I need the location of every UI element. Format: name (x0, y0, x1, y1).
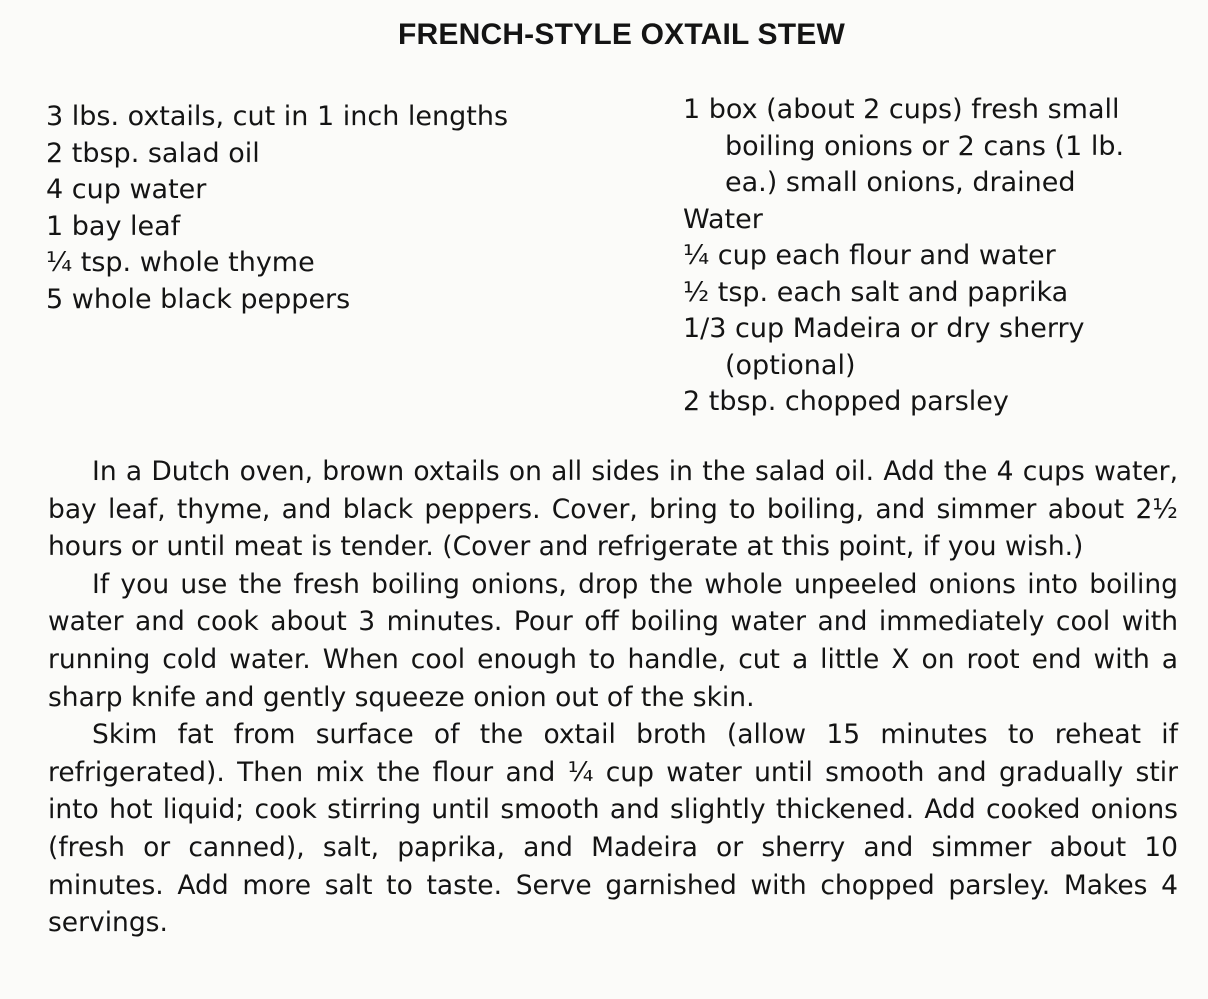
ingredient-line: ½ tsp. each salt and paprika (683, 276, 1069, 308)
ingredient-item (683, 92, 1183, 202)
ingredient-line: 3 lbs. oxtails, cut in 1 inch lengths (46, 101, 509, 132)
ingredient-line: 1 bay leaf (46, 210, 181, 242)
ingredient-item (683, 311, 1183, 384)
method-paragraph: In a Dutch oven, brown oxtails on all sides in the salad oil. Add the 4 cups water, bay leaf, thyme, and black peppers. Cover, bring to boiling, and simmer about 2½ hours or until meat is tender. (Cover and refrigerate at this point, if you wish.) (48, 456, 1178, 563)
recipe-title: FRENCH-STYLE OXTAIL STEW (397, 18, 846, 51)
ingredient-line: 1/3 cup Madeira or dry sherry (683, 313, 1085, 344)
ingredient-continuation: ea.) small onions, drained (725, 167, 1076, 198)
ingredient-line: 2 tbsp. chopped parsley (683, 386, 1009, 417)
ingredient-line: ¼ cup each flour and water (683, 240, 1056, 271)
method-paragraph: If you use the fresh boiling onions, drop the whole unpeeled onions into boiling water and cook about 3 minutes. Pour off boiling water and immediately cool with running cold water. When cool enough to handle, cut a little X on root end with a sharp knife and gently squeeze onion out of the skin. (48, 568, 1178, 713)
method-text (48, 453, 1178, 942)
ingredient-line: ¼ tsp. whole thyme (46, 247, 315, 278)
ingredient-continuation: (optional) (725, 349, 856, 381)
ingredient-continuation: boiling onions or 2 cans (1 lb. (725, 130, 1125, 162)
ingredient-line: Water (683, 203, 763, 235)
ingredient-line: 4 cup water (46, 174, 207, 205)
ingredients-left (46, 99, 646, 318)
method-paragraph: Skim fat from surface of the oxtail broth (allow 15 minutes to reheat if refrigerated). Then mix the flour and ¼ cup water until smooth and gradually stir into hot liquid; cook stirring until smooth and slightly thickened. Add cooked onions (fresh or canned), salt, paprika, and Madeira or sherry and simmer about 10 minutes. Add more salt to taste. Serve garnished with chopped parsley. Makes 4 servings. (48, 719, 1178, 939)
ingredients-right (683, 92, 1183, 421)
ingredient-line: 1 box (about 2 cups) fresh small (683, 94, 1120, 125)
ingredient-line: 5 whole black peppers (46, 283, 351, 315)
ingredient-line: 2 tbsp. salad oil (46, 137, 260, 169)
